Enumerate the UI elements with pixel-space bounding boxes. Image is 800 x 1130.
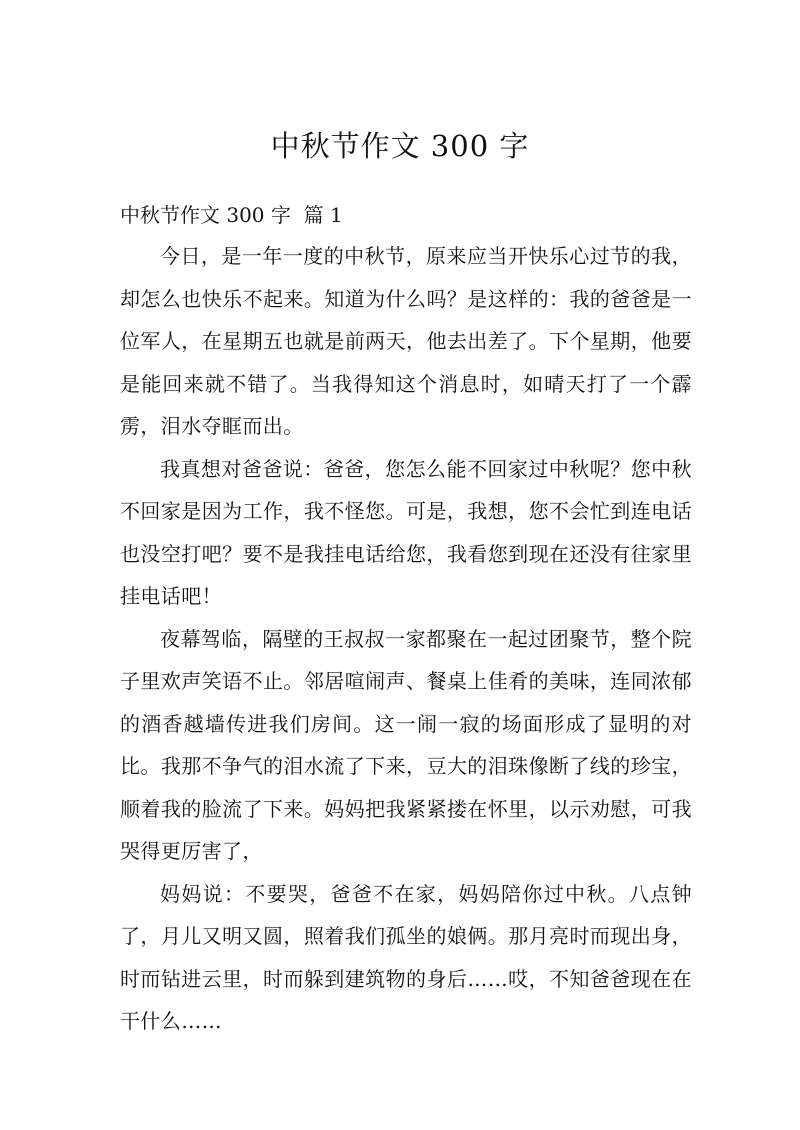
body-text [120, 235, 692, 1043]
document-title: 中秋节作文 300 字 [270, 129, 530, 163]
paragraph-4: 妈妈说：不要哭，爸爸不在家，妈妈陪你过中秋。八点钟了，月儿又明又圆，照着我们孤坐的娘俩。那月亮时而现出身，时而钻进云里，时而躲到建筑物的身后……哎，不知爸爸现在在干什么…… [120, 881, 692, 1033]
section-heading: 中秋节作文 300 字 篇 1 [120, 203, 343, 227]
paragraph-2: 我真想对爸爸说：爸爸，您怎么能不回家过中秋呢？您中秋不回家是因为工作，我不怪您。可是，我想，您不会忙到连电话也没空打吧？要不是我挂电话给您，我看您到现在还没有往家里挂电话吧！ [120, 456, 692, 608]
paragraph-3: 夜幕驾临，隔壁的王叔叔一家都聚在一起过团聚节，整个院子里欢声笑语不止。邻居喧闹声、餐桌上佳肴的美味，连同浓郁的酒香越墙传进我们房间。这一闹一寂的场面形成了显明的对比。我那不争气的泪水流了下来，豆大的泪珠像断了线的珍宝，顺着我的脸流了下来。妈妈把我紧紧搂在怀里，以示劝慰，可我哭得更厉害了， [120, 626, 692, 863]
paragraph-1: 今日，是一年一度的中秋节，原来应当开快乐心过节的我，却怎么也快乐不起来。知道为什么吗？是这样的：我的爸爸是一位军人，在星期五也就是前两天，他去出差了。下个星期，他要是能回来就不错了。当我得知这个消息时，如晴天打了一个霹雳，泪水夺眶而出。 [120, 244, 692, 438]
